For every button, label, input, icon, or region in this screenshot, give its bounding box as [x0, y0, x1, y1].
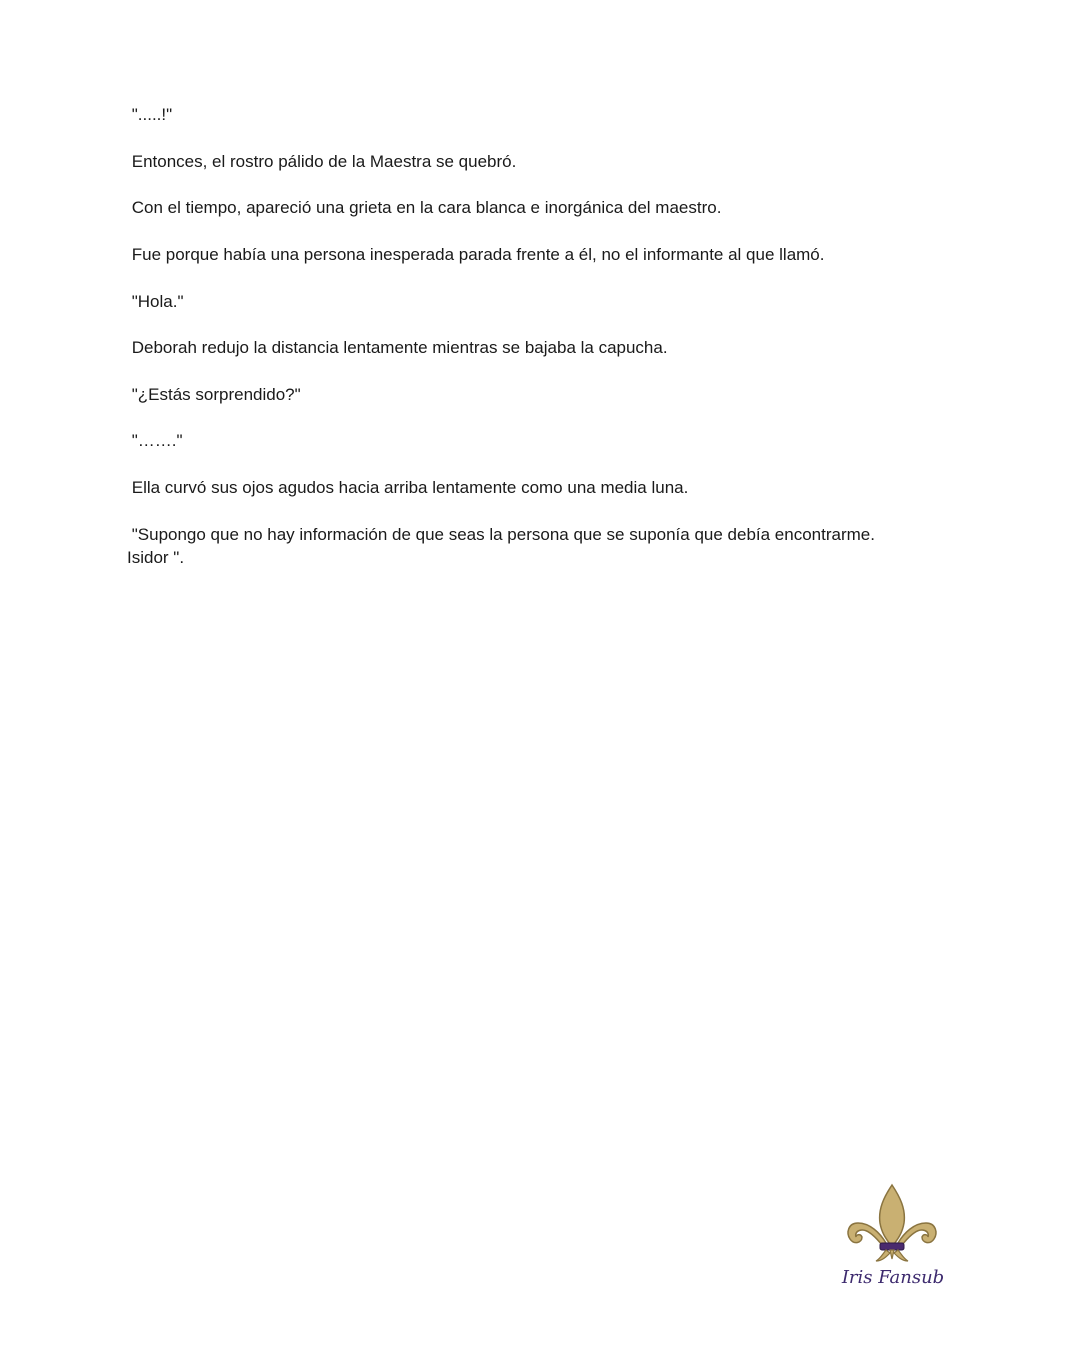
paragraph-1: ".....!" — [127, 105, 173, 124]
paragraph-2: Entonces, el rostro pálido de la Maestra se quebró. — [127, 152, 517, 171]
paragraph-10: "Supongo que no hay información de que seas la persona que se suponía que debía encontrarme. Isidor ". — [127, 525, 875, 567]
iris-fansub-watermark — [838, 1183, 948, 1293]
paragraph-7: "¿Estás sorprendido?" — [127, 385, 301, 404]
paragraph-3: Con el tiempo, apareció una grieta en la cara blanca e inorgánica del maestro. — [127, 198, 722, 217]
paragraph-9: Ella curvó sus ojos agudos hacia arriba lentamente como una media luna. — [127, 478, 689, 497]
fleur-de-lis-icon — [844, 1183, 940, 1265]
paragraph-8: "……." — [127, 431, 183, 450]
paragraph-5: "Hola." — [127, 292, 184, 311]
watermark-text: Iris Fansub — [841, 1267, 945, 1288]
paragraph-6: Deborah redujo la distancia lentamente mientras se bajaba la capucha. — [127, 338, 668, 357]
paragraph-4: Fue porque había una persona inesperada parada frente a él, no el informante al que llamó. — [127, 245, 825, 264]
